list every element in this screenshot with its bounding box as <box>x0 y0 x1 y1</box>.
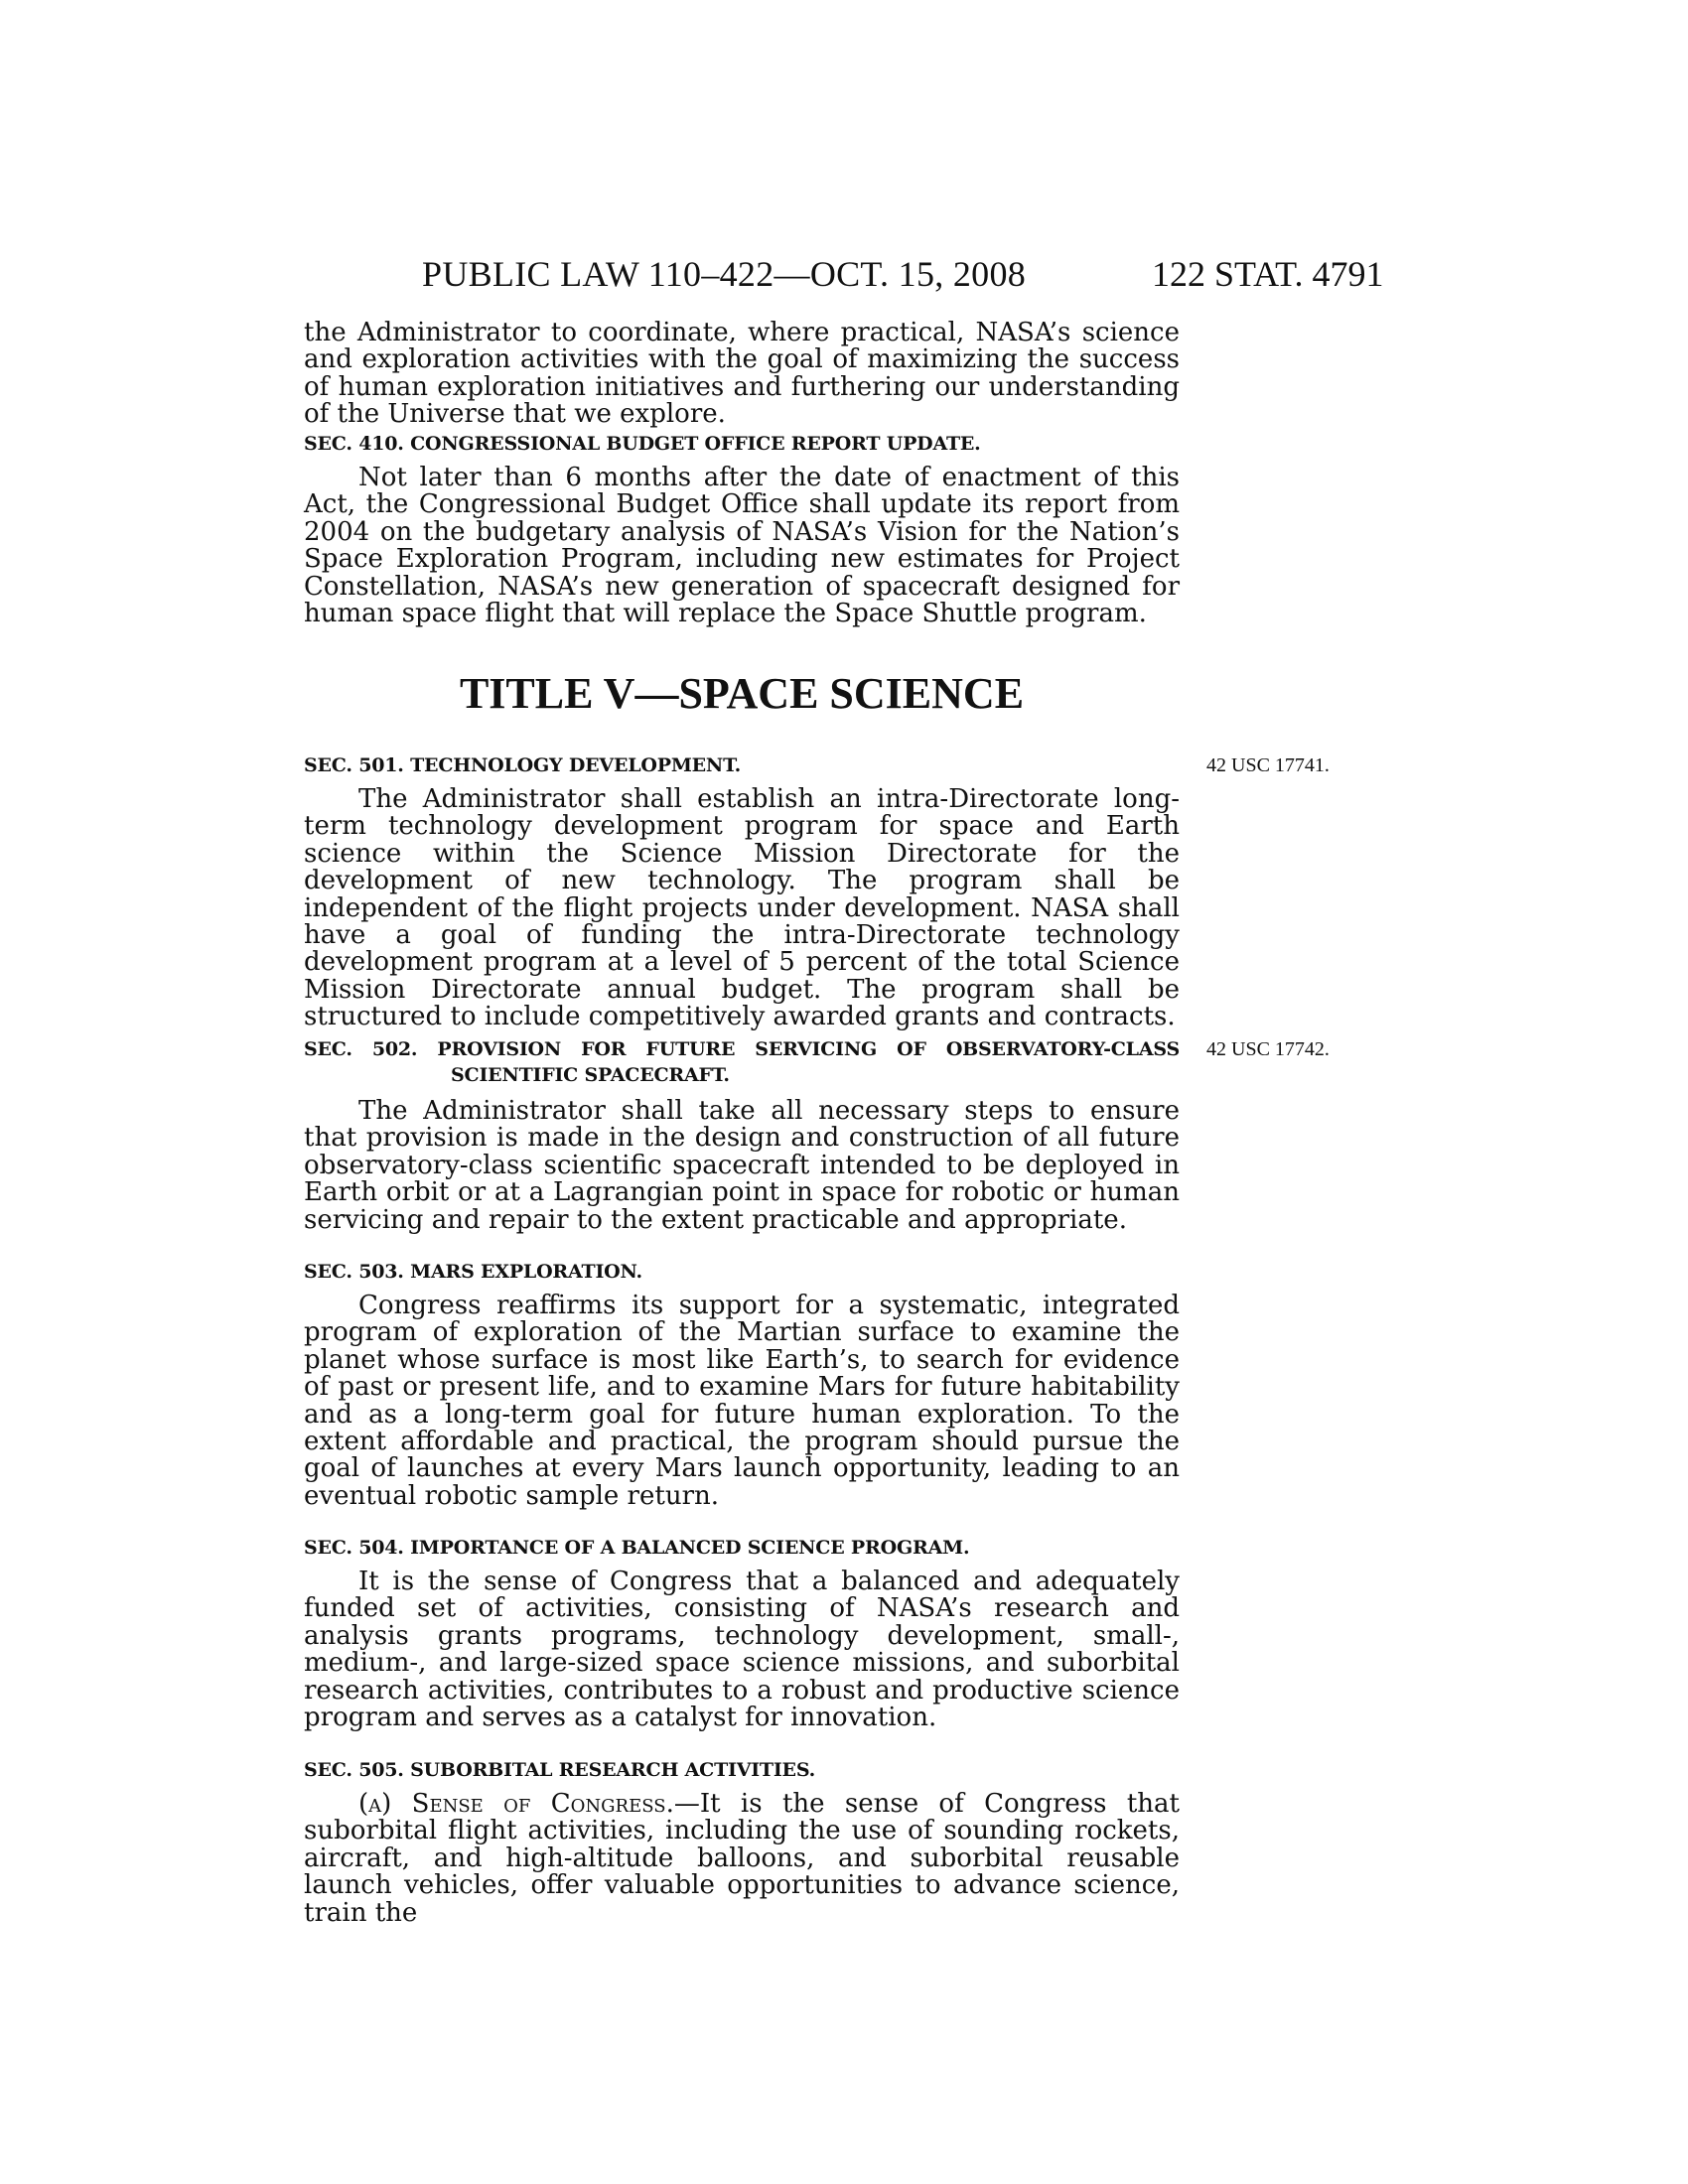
section-504 <box>304 1535 1180 1731</box>
section-502 <box>304 1036 1180 1234</box>
section-heading: SEC. 502. PROVISION FOR FUTURE SERVICING OF OBSERVATORY-CLASS SCIENTIFIC SPACECRAFT. <box>304 1038 1180 1086</box>
margin-citation: 42 USC 17741. <box>1206 754 1330 776</box>
section-heading: SEC. 505. SUBORBITAL RESEARCH ACTIVITIES. <box>304 1759 816 1781</box>
section-503 <box>304 1259 1180 1510</box>
margin-citation: 42 USC 17742. <box>1206 1038 1330 1060</box>
section-text: It is the sense of Congress that a balanced and adequately funded set of activities, consisting of NASA’s research and analysis grants programs, technology development, small-, medium-, and large-sized space science missions, and suborbital research activities, contributes to a robust and productive science program and serves as a catalyst for innovation. <box>304 1567 1180 1733</box>
title-heading: TITLE V—SPACE SCIENCE <box>459 669 1025 718</box>
running-header: PUBLIC LAW 110–422—OCT. 15, 2008 <box>422 254 1027 294</box>
section-text: Not later than 6 months after the date of enactment of this Act, the Congressional Budget Office shall update its report from 2004 on the budgetary analysis of NASA’s Vision for the Nation’s Space Exploration Program, including new estimates for Project Constellation, NASA’s new generation of spacecraft designed for human space flight that will replace the Space Shuttle program. <box>304 463 1180 629</box>
section-heading: SEC. 503. MARS EXPLORATION. <box>304 1261 642 1283</box>
subsection-label: (a) Sense of Congress. <box>358 1789 674 1819</box>
intro-paragraph: the Administrator to coordinate, where practical, NASA’s science and exploration activities with the goal of maximizing the success of human exploration initiatives and furthering our understanding of the Universe that we explore. <box>304 318 1180 430</box>
section-text: The Administrator shall take all necessary steps to ensure that provision is made in the design and construction of all future observatory-class scientific spacecraft intended to be deployed in Earth orbit or at a Lagrangian point in space for robotic or human servicing and repair to the extent practicable and appropriate. <box>304 1096 1180 1235</box>
section-410 <box>304 431 1180 627</box>
section-heading: SEC. 504. IMPORTANCE OF A BALANCED SCIENCE PROGRAM. <box>304 1537 970 1559</box>
section-text: The Administrator shall establish an intra-Directorate long-term technology development program for space and Earth science within the Science Mission Directorate for the development of new technology. The program shall be independent of the flight projects under development. NASA shall have a goal of funding the intra-Directorate technology development program at a level of 5 percent of the total Science Mission Directorate annual budget. The program shall be structured to include competitively awarded grants and contracts. <box>304 784 1180 1032</box>
section-heading: SEC. 501. TECHNOLOGY DEVELOPMENT. <box>304 754 742 776</box>
page-number: 122 STAT. 4791 <box>1152 254 1384 294</box>
subsection-a <box>304 1791 1180 1927</box>
section-heading: SEC. 410. CONGRESSIONAL BUDGET OFFICE REPORT UPDATE. <box>304 433 981 455</box>
section-text: Congress reaffirms its support for a systematic, integrated program of exploration of the Martian surface to examine the planet whose surface is most like Earth’s, to search for evidence of past or present life, and to examine Mars for future habitability and as a long-term goal for future human exploration. To the extent affordable and practical, the program should pursue the goal of launches at every Mars launch opportunity, leading to an eventual robotic sample return. <box>304 1291 1180 1511</box>
section-505 <box>304 1757 1180 1927</box>
subsection-text: —It is the sense of Congress that suborbital flight activities, including the use of sounding rockets, aircraft, and high-altitude balloons, and suborbital reusable launch vehicles, offer valuable opportunities to advance science, train the <box>304 1789 1180 1928</box>
intro-block <box>304 320 1180 429</box>
section-501 <box>304 752 1180 1031</box>
